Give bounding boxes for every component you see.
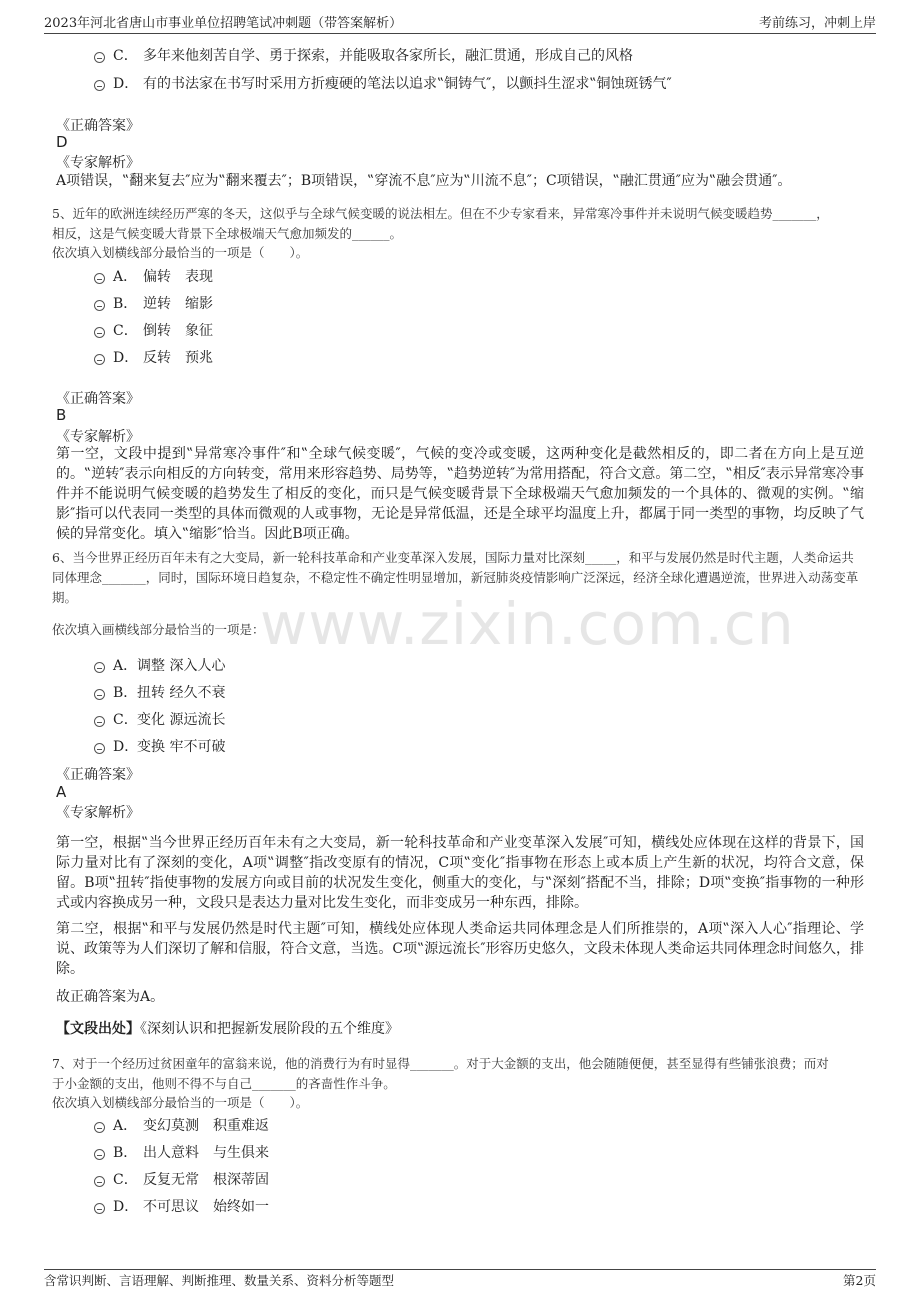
radio-icon[interactable] — [94, 662, 105, 673]
radio-icon[interactable] — [94, 354, 105, 365]
q6-answer: A — [56, 783, 67, 801]
q6-option-b[interactable] — [94, 682, 225, 702]
radio-icon[interactable] — [94, 743, 105, 754]
option-text: 不可思议 始终如一 — [143, 1199, 269, 1215]
q5-option-d[interactable] — [94, 347, 213, 367]
option-letter: C． — [113, 48, 138, 64]
q6-answer-label: 《正确答案》 — [56, 767, 140, 783]
option-text: 出人意料 与生俱来 — [143, 1145, 269, 1161]
q4-answer: D — [56, 133, 68, 151]
page-footer — [44, 1271, 876, 1289]
option-text: 调整 深入人心 — [137, 658, 226, 674]
q5-answer-label: 《正确答案》 — [56, 391, 140, 407]
header-slogan: 考前练习，冲刺上岸 — [758, 15, 876, 31]
radio-icon[interactable] — [94, 300, 105, 311]
q6-option-c[interactable] — [94, 709, 225, 729]
option-text: 倒转 象征 — [143, 323, 213, 339]
q6-source — [56, 1019, 864, 1039]
option-text: 变换 牢不可破 — [137, 739, 226, 755]
option-text: 多年来他刻苦自学、勇于探索，并能吸取各家所长，融汇贯通，形成自己的风格 — [143, 48, 633, 64]
q7-stem-line1: 7、对于一个经历过贫困童年的富翁来说，他的消费行为有时显得_______。对于大金额的支出，他会随随便便，甚至显得有些铺张浪费；而对 — [52, 1056, 829, 1071]
q7-stem-line2: 于小金额的支出，他则不得不与自己_______的吝啬性作斗争。 — [52, 1076, 396, 1091]
option-letter: D． — [113, 76, 139, 92]
radio-icon[interactable] — [94, 689, 105, 700]
radio-icon[interactable] — [94, 327, 105, 338]
q6-analysis-label: 《专家解析》 — [56, 805, 140, 821]
q6-analysis-para1: 第一空，根据‟当今世界正经历百年未有之大变局，新一轮科技革命和产业变革深入发展″可知，横线处应体现在这样的背景下，国际力量对比有了深刻的变化，A项‟调整″指改变原有的情况，C项‟变化″指事物在形态上或本质上产生新的状况，均符合文意，保留。B项‟扭转″指使事物的发展方向或目前的状况发生变化，侧重大的变化，与‟深刻″搭配不当，排除；D项‟变换″指事物的一种形式或内容换成另一种，文段只是表达力量对比发生变化，而非变成另一种东西，排除。 — [56, 835, 864, 911]
q6-stem: 6、当今世界正经历百年未有之大变局，新一轮科技革命和产业变革深入发展，国际力量对比深刻_____，和平与发展仍然是时代主题，人类命运共同体理念_______，同时，国际环境日趋复杂，不稳定性不确定性明显增加，新冠肺炎疫情影响广泛深远，经济全球化遭遇逆流，世界进入动荡变革期。 — [52, 550, 859, 605]
page-header — [44, 10, 876, 32]
q5-instruction: 依次填入划横线部分最恰当的一项是（ ）。 — [52, 245, 309, 260]
option-text: 扭转 经久不衰 — [137, 685, 226, 701]
option-letter: B． — [113, 1145, 138, 1161]
option-text: 反复无常 根深蒂固 — [143, 1172, 269, 1188]
q6-option-d[interactable] — [94, 736, 225, 756]
option-letter: B． — [113, 296, 138, 312]
option-letter: A． — [113, 658, 138, 674]
q4-answer-label: 《正确答案》 — [56, 118, 140, 134]
q6-instruction: 依次填入画横线部分最恰当的一项是： — [52, 622, 265, 637]
option-letter: D． — [113, 350, 139, 366]
option-text: 变化 源远流长 — [137, 712, 226, 728]
radio-icon[interactable] — [94, 52, 105, 63]
q5-option-b[interactable] — [94, 293, 213, 313]
q5-analysis: 第一空，文段中提到‟异常寒冷事件″和‟全球气候变暖″，气候的变冷或变暖，这两种变化是截然相反的，即二者在方向上是互逆的。‟逆转″表示向相反的方向转变，常用来形容趋势、局势等，‟趋势逆转″为常用搭配，符合文意。第二空，‟相反″表示异常寒冷事件并不能说明气候变暖的趋势发生了相反的变化，而只是气候变暖背景下全球极端天气愈加频发的一个具体的、微观的实例。‟缩影″指可以代表同一类型的具体而微观的人或事物，无论是异常低温，还是全球平均温度上升，都属于同一类型的事物，均反映了气候的异常变化。填入‟缩影″恰当。因此B项正确。 — [56, 446, 864, 542]
radio-icon[interactable] — [94, 1203, 105, 1214]
q5-analysis-label: 《专家解析》 — [56, 429, 140, 445]
q4-analysis-label: 《专家解析》 — [56, 155, 140, 171]
footer-note: 含常识判断、言语理解、判断推理、数量关系、资料分析等题型 — [44, 1273, 395, 1288]
option-letter: D． — [113, 739, 139, 755]
q4-analysis: A项错误，‟翻来复去″应为‟翻来覆去″；B项错误，‟穿流不息″应为‟川流不息″；C项错误，‟融汇贯通″应为‟融会贯通″。 — [56, 173, 792, 189]
option-text: 有的书法家在书写时采用方折瘦硬的笔法以追求‟铜铸气″，以颤抖生涩求‟铜蚀斑锈气″ — [143, 76, 672, 92]
option-text: 反转 预兆 — [143, 350, 213, 366]
radio-icon[interactable] — [94, 716, 105, 727]
option-letter: B． — [113, 685, 138, 701]
page-number: 第2页 — [843, 1273, 876, 1288]
q4-option-c[interactable] — [94, 45, 633, 65]
q7-option-b[interactable] — [94, 1142, 269, 1162]
footer-divider — [44, 1269, 876, 1270]
header-divider — [44, 33, 876, 34]
option-letter: A． — [113, 269, 138, 285]
source-title: 《深刻认识和把握新发展阶段的五个维度》 — [140, 1021, 399, 1037]
q6-analysis-para2: 第二空，根据‟和平与发展仍然是时代主题″可知，横线处应体现人类命运共同体理念是人们所推崇的，A项‟深入人心″指理论、学说、政策等为人们深切了解和信服，符合文意，当选。C项‟源远流长″形容历史悠久，文段未体现人类命运共同体理念时间悠久，排除。 — [56, 921, 864, 977]
option-letter: A． — [113, 1118, 138, 1134]
q5-stem-line1: 5、近年的欧洲连续经历严寒的冬天，这似乎与全球气候变暖的说法相左。但在不少专家看来，异常寒冷事件并未说明气候变暖趋势_______， — [52, 206, 829, 221]
radio-icon[interactable] — [94, 273, 105, 284]
q7-option-d[interactable] — [94, 1196, 269, 1216]
q5-answer: B — [56, 406, 67, 424]
q6-option-a[interactable] — [94, 655, 225, 675]
source-label: 【文段出处】 — [56, 1021, 140, 1037]
option-text: 变幻莫测 积重难返 — [143, 1118, 269, 1134]
option-letter: C． — [113, 712, 138, 728]
radio-icon[interactable] — [94, 1176, 105, 1187]
option-text: 偏转 表现 — [143, 269, 213, 285]
q7-instruction: 依次填入划横线部分最恰当的一项是（ ）。 — [52, 1095, 309, 1110]
q7-option-a[interactable] — [94, 1115, 269, 1135]
radio-icon[interactable] — [94, 1122, 105, 1133]
watermark: www.zixin.com.cn — [260, 590, 795, 658]
q7-option-c[interactable] — [94, 1169, 269, 1189]
q4-option-d[interactable] — [94, 73, 672, 93]
q6-conclusion: 故正确答案为A。 — [56, 989, 165, 1005]
radio-icon[interactable] — [94, 80, 105, 91]
document-title: 2023年河北省唐山市事业单位招聘笔试冲刺题（带答案解析） — [44, 15, 403, 31]
option-letter: C． — [113, 1172, 138, 1188]
radio-icon[interactable] — [94, 1149, 105, 1160]
q5-option-c[interactable] — [94, 320, 213, 340]
option-letter: C． — [113, 323, 138, 339]
option-text: 逆转 缩影 — [143, 296, 213, 312]
option-letter: D． — [113, 1199, 139, 1215]
q5-stem-line2: 相反，这是气候变暖大背景下全球极端天气愈加频发的______。 — [52, 226, 403, 241]
q5-option-a[interactable] — [94, 266, 213, 286]
